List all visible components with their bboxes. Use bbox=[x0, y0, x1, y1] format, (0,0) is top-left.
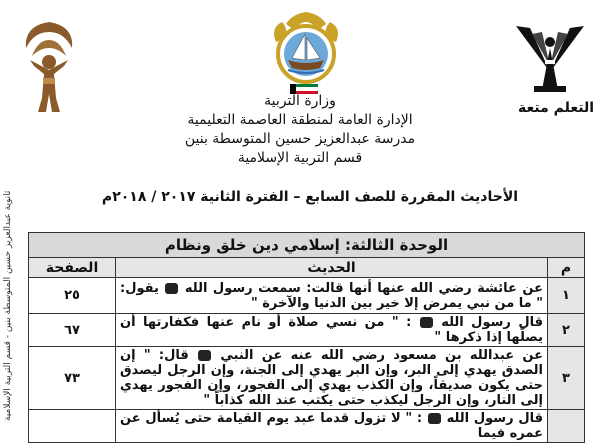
row-number: ٢ bbox=[548, 314, 585, 347]
page-number bbox=[29, 410, 116, 443]
pbuh-icon bbox=[165, 283, 178, 294]
ministry-logo-icon bbox=[20, 18, 78, 116]
pbuh-icon bbox=[198, 350, 211, 361]
page-number: ٧٣ bbox=[29, 347, 116, 410]
hadith-text: عن عائشة رضي الله عنها أنها قالت: سمعت رسول الله يقول: " ما من نبي يمرض إلا خير بين الدنيا والآخرة " bbox=[116, 278, 548, 314]
unit-title-row bbox=[29, 233, 585, 258]
table-header-row bbox=[29, 258, 585, 278]
header-num: م bbox=[548, 258, 585, 278]
page-number: ٢٥ bbox=[29, 278, 116, 314]
row-number: ٣ bbox=[548, 347, 585, 410]
school-name: مدرسة عبدالعزيز حسين المتوسطة بنين bbox=[184, 131, 416, 147]
header-page: الصفحة bbox=[29, 258, 116, 278]
hadith-text: عن عبدالله بن مسعود رضي الله عنه عن النبي قال: " إن الصدق يهدي إلى البر، وإن البر يهدي إلى الجنة، وإن الرجل ليصدق حتى يكون صديقاً، وإن الكذب يهدي إلى الفجور، وإن الفجور يهدي إلى النار، وإن الرجل ليكذب حتى يكتب عند الله كذاباً " bbox=[116, 347, 548, 410]
side-vertical-text: ثانوية عبدالعزيز حسين المتوسطة بنين - قسم التربية الإسلامية bbox=[3, 190, 13, 421]
learning-is-fun-logo-icon bbox=[512, 20, 588, 94]
table-row bbox=[29, 314, 585, 347]
header-hadith: الحديث bbox=[116, 258, 548, 278]
table-row bbox=[29, 278, 585, 314]
hadith-text: قال رسول الله : " من نسي صلاة أو نام عنها فكفارتها أن يصلّها إذا ذكرها " bbox=[116, 314, 548, 347]
kuwait-emblem-icon bbox=[268, 8, 344, 98]
directorate-name: الإدارة العامة لمنطقة العاصمة التعليمية bbox=[187, 112, 413, 128]
table-row bbox=[29, 410, 585, 443]
unit-title: الوحدة الثالثة: إسلامي دين خلق ونظام bbox=[29, 233, 585, 258]
row-number: ١ bbox=[548, 278, 585, 314]
table-row bbox=[29, 347, 585, 410]
row-number bbox=[548, 410, 585, 443]
pbuh-icon bbox=[420, 317, 433, 328]
document-header bbox=[150, 92, 450, 168]
department-name: قسم التربية الإسلامية bbox=[237, 150, 363, 166]
ministry-name: وزارة التربية bbox=[264, 93, 336, 109]
page-number: ٦٧ bbox=[29, 314, 116, 347]
hadith-text: قال رسول الله : " لا تزول قدما عبد يوم القيامة حتى يُسأل عن عمره فيما bbox=[116, 410, 548, 443]
logo-caption: التعلم متعة bbox=[517, 100, 594, 116]
document-subtitle: الأحاديث المقررة للصف السابع – الفترة الثانية ٢٠١٧ / ٢٠١٨م bbox=[101, 189, 519, 205]
pbuh-icon bbox=[428, 413, 441, 424]
hadith-table bbox=[28, 232, 585, 443]
